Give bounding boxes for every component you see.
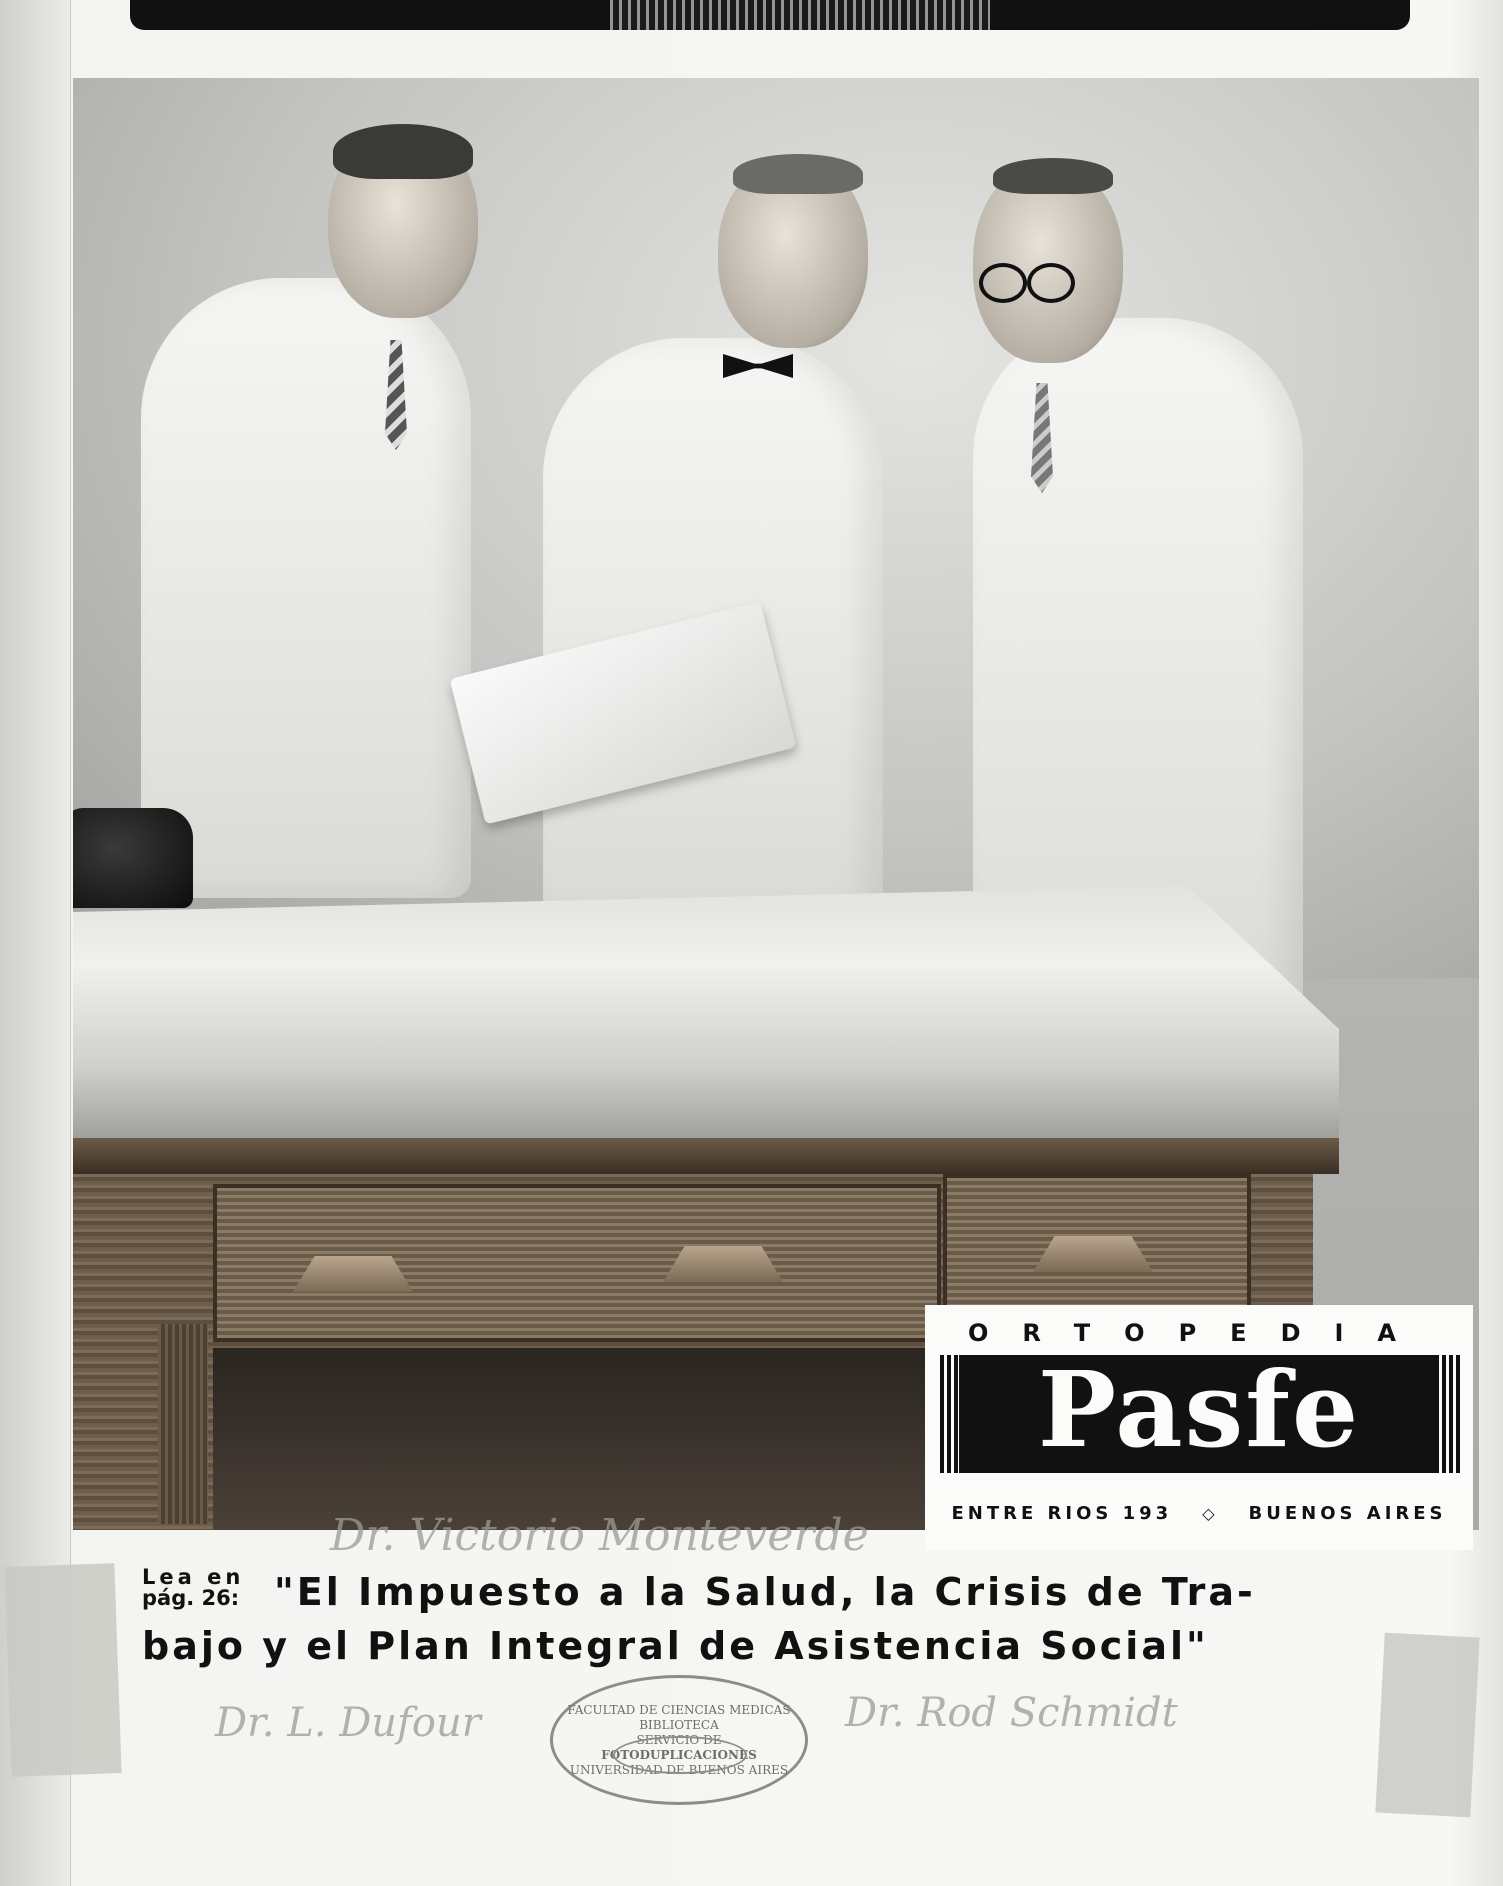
diamond-icon: ◇ (1202, 1504, 1219, 1523)
doctor-right-glasses (973, 263, 1093, 299)
stamp-inner-ring (613, 1736, 747, 1774)
table-edge (73, 1138, 1339, 1174)
doctor-right-hair (993, 158, 1113, 194)
tape-strip (4, 1563, 121, 1777)
headline-line2: bajo y el Plan Integral de Asistencia Social" (142, 1624, 1209, 1668)
signature-bottom-right: Dr. Rod Schmidt (845, 1690, 1178, 1736)
library-stamp (550, 1675, 808, 1805)
headline-line1: "El Impuesto a la Salud, la Crisis de Tra- (274, 1570, 1256, 1614)
glass-tabletop (73, 886, 1339, 1146)
stamp-line3: SERVICIO DE (636, 1732, 722, 1747)
ad-category: ORTOPEDIA (968, 1319, 1430, 1347)
desk-leg (158, 1324, 208, 1524)
ad-brand-banner (937, 1348, 1461, 1473)
article-headline (142, 1565, 1402, 1673)
ortopedia-ad (925, 1305, 1473, 1550)
page-reference-line2: pág. 26: (142, 1586, 240, 1610)
page-reference-line1: Lea en (142, 1565, 245, 1589)
ad-address-line (925, 1503, 1473, 1524)
signature-bottom-left: Dr. L. Dufour (215, 1700, 481, 1746)
ad-brand-name: Pasfe (1037, 1348, 1361, 1471)
masthead-title-graphic (610, 0, 990, 30)
ad-city: BUENOS AIRES (1248, 1503, 1447, 1524)
stamp-line1: FACULTAD DE CIENCIAS MEDICAS (567, 1702, 791, 1717)
doctor-left-coat (141, 278, 471, 898)
ad-address: ENTRE RIOS 193 (951, 1503, 1173, 1524)
signature-top: Dr. Victorio Monteverde (330, 1510, 869, 1561)
stamp-line2: BIBLIOTECA (639, 1717, 719, 1732)
tape-strip (1375, 1633, 1479, 1818)
stamp-line4: FOTODUPLICACIONES (601, 1747, 757, 1762)
stamp-line5: UNIVERSIDAD DE BUENOS AIRES (569, 1762, 789, 1777)
telephone (73, 808, 193, 908)
masthead (130, 0, 1410, 30)
doctor-middle-hair (733, 154, 863, 194)
desk-kneehole (213, 1348, 933, 1530)
doctor-left-hair (333, 124, 473, 179)
